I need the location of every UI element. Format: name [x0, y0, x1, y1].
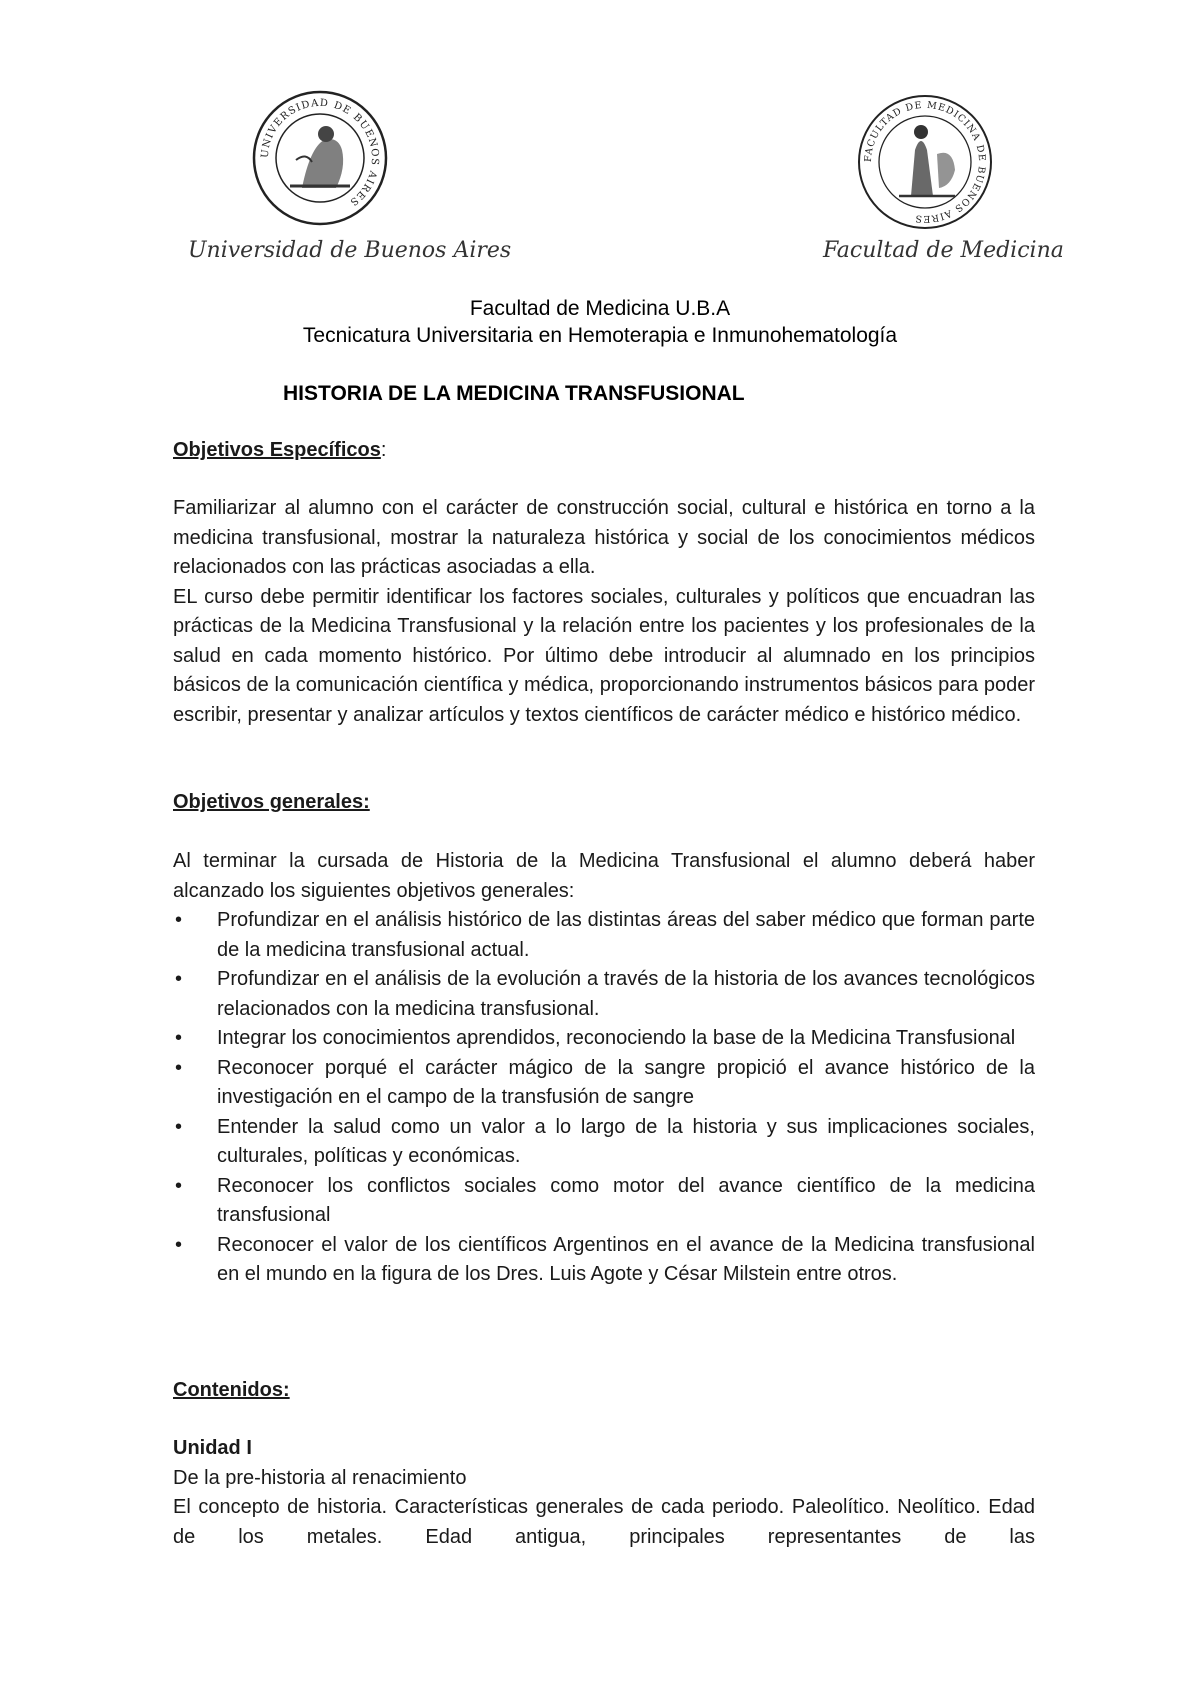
university-seal-icon [250, 88, 390, 228]
svg-text:FACULTAD DE MEDICINA DE BUENOS: FACULTAD DE MEDICINA DE BUENOS AIRES [862, 99, 988, 225]
list-item: • Entender la salud como un valor a lo largo de la historia y sus implicaciones sociales, culturales, políticas y económicas. [173, 1113, 1035, 1172]
general-objectives-section [173, 847, 1035, 1290]
bullet-icon: • [175, 909, 183, 931]
list-item: • Profundizar en el análisis histórico de las distintas áreas del saber médico que forman parte de la medicina transfusional actual. [173, 906, 1035, 965]
list-item: • Profundizar en el análisis de la evolución a través de la historia de los avances tecnológicos relacionados con la medicina transfusional. [173, 965, 1035, 1024]
unit-one-section [173, 1434, 1035, 1552]
specific-paragraph-2: EL curso debe permitir identificar los factores sociales, culturales y políticos que encuadran las prácticas de la Medicina Transfusional y la relación entre los pacientes y los profesionales de la salud en cada momento histórico. Por último debe introducir al alumnado en los principios básicos de la comunicación científica y médica, proporcionando instrumentos básicos para poder escribir, presentar y analizar artículos y textos científicos de carácter médico e histórico médico. [173, 585, 1035, 726]
specific-objectives-section [173, 436, 1035, 466]
general-objectives-heading-row [173, 788, 1035, 818]
faculty-caption: Facultad de Medicina [823, 238, 1064, 263]
specific-paragraph-1: Familiarizar al alumno con el carácter de construcción social, cultural e histórica en torno a la medicina transfusional, mostrar la naturaleza histórica y social de los conocimientos médicos relacionados con las prácticas asociadas a ella. [173, 497, 1035, 578]
heading-colon: : [380, 439, 387, 461]
list-item: • Reconocer los conflictos sociales como motor del avance científico de la medicina transfusional [173, 1172, 1035, 1231]
bullet-icon: • [175, 1027, 183, 1049]
faculty-seal-icon [855, 92, 995, 232]
unit-subtitle: De la pre-historia al renacimiento [173, 1466, 467, 1489]
document-title: HISTORIA DE LA MEDICINA TRANSFUSIONAL [283, 382, 745, 405]
list-item: • Reconocer porqué el carácter mágico de la sangre propició el avance histórico de la investigación en el campo de la transfusión de sangre [173, 1054, 1035, 1113]
bullet-icon: • [175, 1115, 183, 1138]
bullet-icon: • [175, 1056, 183, 1079]
specific-objectives-text [173, 494, 1035, 730]
institution-heading: Facultad de Medicina U.B.A [469, 297, 731, 320]
bullet-icon: • [175, 1174, 183, 1197]
bullet-icon: • [175, 1233, 183, 1256]
unit-text: El concepto de historia. Características generales de cada periodo. Paleolítico. Neolítico. Edad de los metales. Edad antigua, principales representantes de las [173, 1496, 1035, 1548]
general-objectives-list [173, 906, 1035, 1290]
general-intro: Al terminar la cursada de Historia de la Medicina Transfusional el alumno deberá haber alcanzado los siguientes objetivos generales: [173, 850, 1035, 902]
program-heading: Tecnicatura Universitaria en Hemoterapia e Inmunohematología [302, 324, 898, 347]
list-item: • Integrar los conocimientos aprendidos, reconociendo la base de la Medicina Transfusional [173, 1024, 1035, 1054]
general-objectives-heading: Objetivos generales: [173, 791, 370, 813]
specific-objectives-heading: Objetivos Específicos [173, 439, 381, 461]
list-item: • Reconocer el valor de los científicos Argentinos en el avance de la Medicina transfusional en el mundo en la figura de los Dres. Luis Agote y César Milstein entre otros. [173, 1231, 1035, 1290]
svg-text:UNIVERSIDAD DE BUENOS AIRES: UNIVERSIDAD DE BUENOS AIRES [259, 97, 381, 208]
contents-heading: Contenidos: [173, 1379, 290, 1401]
contents-heading-row [173, 1376, 1035, 1406]
unit-title: Unidad I [173, 1437, 252, 1459]
university-caption: Universidad de Buenos Aires [188, 238, 512, 263]
bullet-icon: • [175, 968, 183, 990]
